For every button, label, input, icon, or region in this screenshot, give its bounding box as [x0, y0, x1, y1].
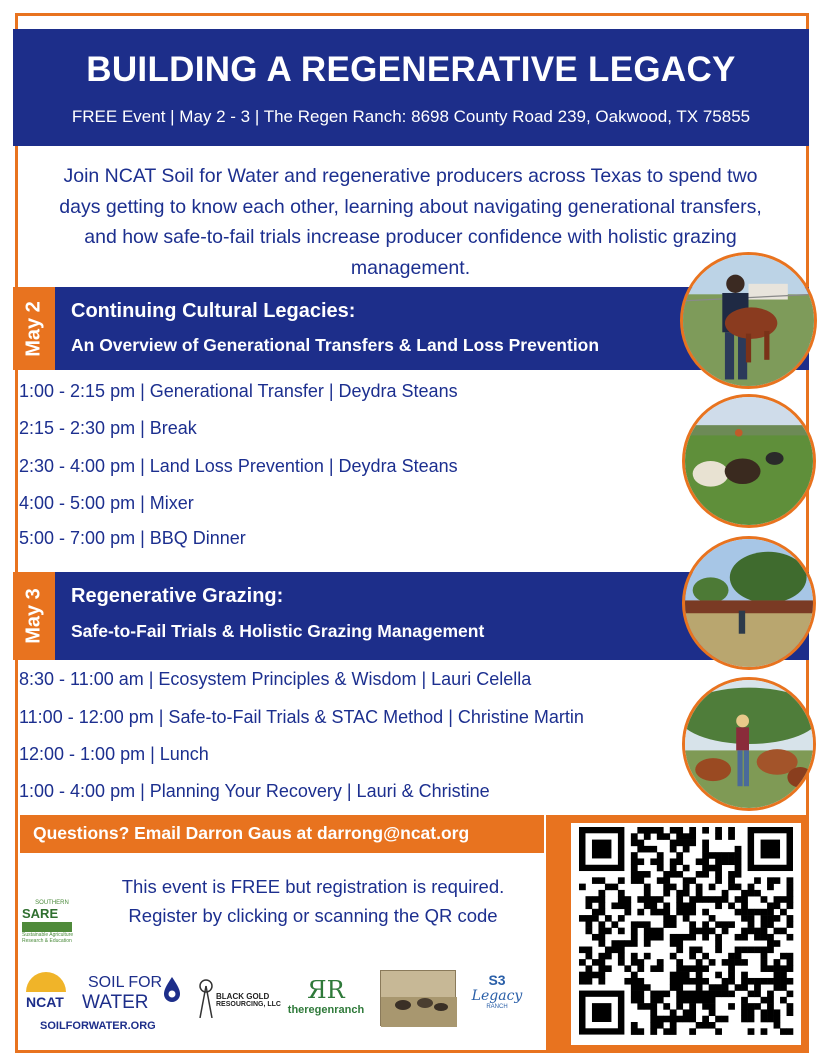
- header-banner: [13, 29, 809, 146]
- intro-line: and how safe-to-fail trials increase producer confidence with holistic grazing: [84, 226, 737, 248]
- ncat-text: NCAT: [26, 994, 64, 1010]
- intro-line: management.: [350, 256, 471, 279]
- intro-text: [18, 161, 803, 283]
- day-tab-label: May 3: [22, 588, 45, 644]
- schedule-item: 1:00 - 4:00 pm | Planning Your Recovery | Lauri & Christine: [19, 781, 490, 801]
- sun-icon: [24, 972, 68, 992]
- day2-subtitle: Safe-to-Fail Trials & Holistic Grazing Management: [71, 621, 485, 641]
- photo-cattle-herd: [682, 536, 816, 670]
- intro-line: Join NCAT Soil for Water and regenerative producers across Texas to spend two: [63, 165, 758, 187]
- regen-ranch-mark: ЯR: [307, 976, 345, 1004]
- water-drop-icon: [162, 976, 182, 1002]
- photo-woman-with-cattle: [682, 677, 816, 811]
- schedule-item: 1:00 - 2:15 pm | Generational Transfer | Deydra Steans: [19, 381, 458, 401]
- legacy-mark: S3: [488, 972, 506, 988]
- legacy-word: Legacy: [471, 988, 523, 1004]
- soil-for-water-logo: [24, 972, 184, 1032]
- regen-ranch-name: theregenranch: [287, 1004, 365, 1016]
- sare-top-text: SOUTHERN: [35, 900, 69, 906]
- regen-ranch-logo: [284, 976, 368, 1024]
- sare-sub2: Research & Education: [22, 938, 72, 944]
- windmill-icon: [196, 978, 216, 1018]
- schedule-item: 4:00 - 5:00 pm | Mixer: [19, 493, 194, 513]
- register-line-1: This event is FREE but registration is required.: [121, 876, 505, 897]
- day-tab-label: May 2: [22, 300, 45, 357]
- event-title: BUILDING A REGENERATIVE LEGACY: [86, 50, 736, 89]
- schedule-item: 2:30 - 4:00 pm | Land Loss Prevention | Deydra Steans: [19, 456, 458, 476]
- event-details: FREE Event | May 2 - 3 | The Regen Ranch: 8698 County Road 239, Oakwood, TX 75855: [71, 107, 751, 126]
- legacy-ranch-logo: [468, 972, 526, 1022]
- intro-line: days getting to know each other, learning about navigating generational transfers,: [59, 195, 762, 218]
- register-line-2: Register by clicking or scanning the QR code: [128, 905, 498, 926]
- day1-title: Continuing Cultural Legacies:: [71, 300, 356, 322]
- historic-ranch-image: [380, 970, 456, 1026]
- registration-text: [88, 872, 538, 930]
- photo-sheep-grazing: [682, 394, 816, 528]
- soil-for-text: SOIL FOR: [88, 974, 163, 991]
- schedule-item: 8:30 - 11:00 am | Ecosystem Principles & Wisdom | Lauri Celella: [19, 669, 532, 689]
- black-gold-logo: [196, 978, 282, 1022]
- sare-main-text: SARE: [22, 906, 59, 921]
- day1-subtitle: An Overview of Generational Transfers & Land Loss Prevention: [71, 335, 600, 355]
- day-tab-may-2: [13, 287, 55, 370]
- schedule-item: 11:00 - 12:00 pm | Safe-to-Fail Trials & STAC Method | Christine Martin: [19, 707, 584, 727]
- day-tab-may-3: [13, 572, 55, 660]
- day2-title: Regenerative Grazing:: [71, 585, 284, 607]
- photo-woman-with-calf: [680, 252, 817, 389]
- sare-logo: [22, 900, 82, 952]
- black-gold-line1: BLACK GOLD: [216, 992, 270, 1001]
- sare-sub1: Sustainable Agriculture: [22, 932, 74, 938]
- schedule-item: 12:00 - 1:00 pm | Lunch: [19, 744, 209, 764]
- water-text: WATER: [82, 992, 149, 1013]
- qr-code[interactable]: [571, 823, 801, 1045]
- questions-text: Questions? Email Darron Gaus at darrong@ncat.org: [33, 823, 470, 843]
- schedule-item: 5:00 - 7:00 pm | BBQ Dinner: [19, 528, 246, 548]
- schedule-item: 2:15 - 2:30 pm | Break: [19, 418, 197, 438]
- qr-code-icon[interactable]: [571, 823, 801, 1045]
- black-gold-line2: RESOURCING, LLC: [216, 1001, 281, 1008]
- questions-banner: [20, 815, 544, 853]
- website-text: SOILFORWATER.ORG: [40, 1020, 156, 1032]
- legacy-sub: RANCH: [486, 1004, 508, 1010]
